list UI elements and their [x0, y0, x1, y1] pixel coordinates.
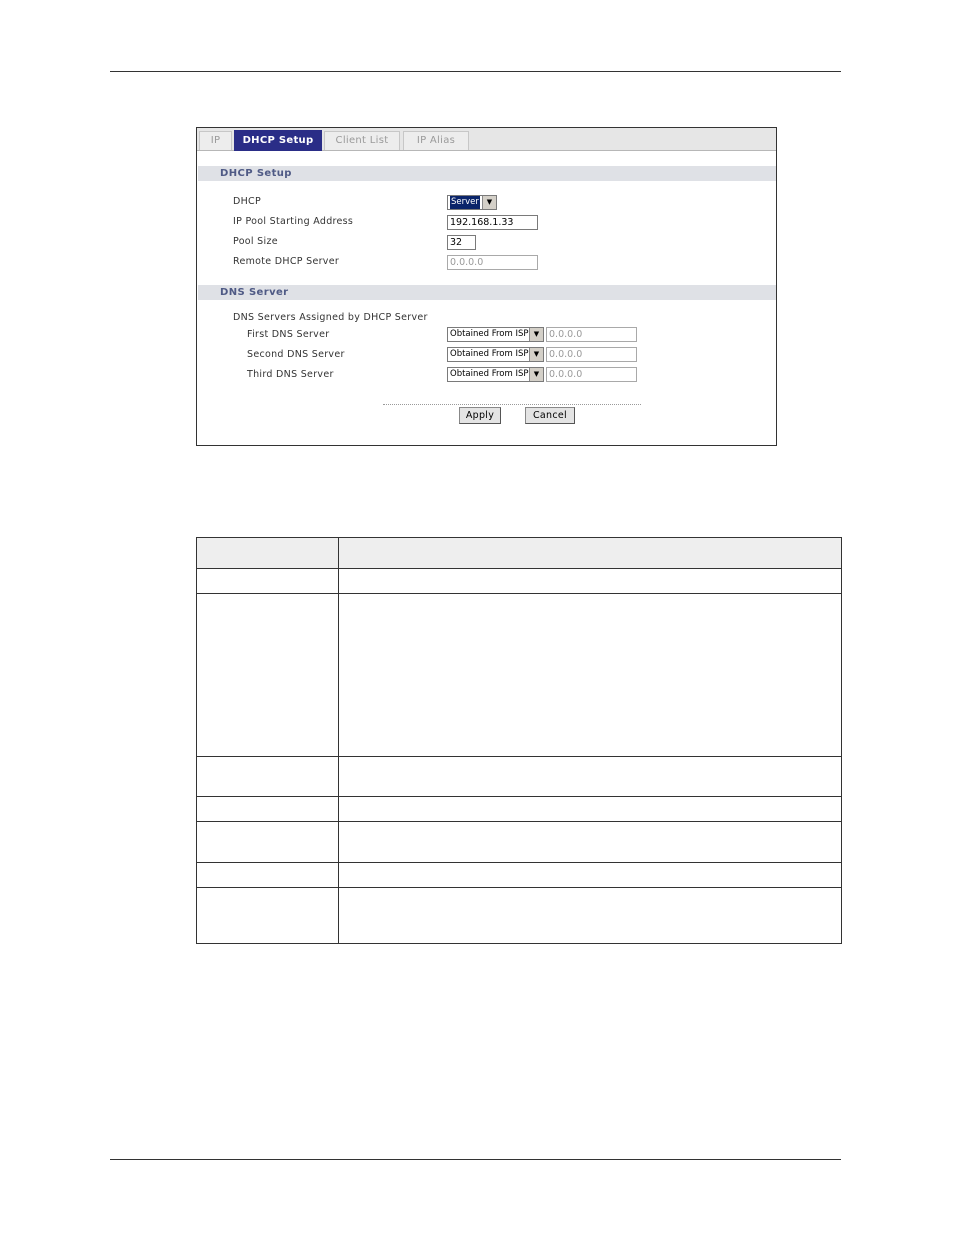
table-cell [197, 594, 339, 757]
button-divider [383, 404, 641, 405]
table-row [197, 757, 842, 797]
table-cell [339, 797, 842, 822]
table-cell [197, 797, 339, 822]
dns-assigned-label: DNS Servers Assigned by DHCP Server [233, 312, 428, 323]
table-row [197, 797, 842, 822]
third-dns-ip-input[interactable] [546, 367, 637, 382]
chevron-down-icon: ▼ [482, 196, 496, 209]
chevron-down-icon: ▼ [529, 348, 543, 361]
tab-bar [197, 128, 776, 151]
table-row [197, 822, 842, 863]
table-cell [197, 569, 339, 594]
dhcp-label: DHCP [233, 196, 262, 207]
dns-server-section-title: DNS Server [198, 285, 776, 300]
first-dns-ip-input[interactable] [546, 327, 637, 342]
pool-size-input[interactable] [447, 235, 476, 250]
chevron-down-icon: ▼ [529, 328, 543, 341]
third-dns-mode-select[interactable] [447, 367, 544, 382]
ip-pool-start-input[interactable] [447, 215, 538, 230]
second-dns-ip-input[interactable] [546, 347, 637, 362]
dhcp-mode-value: Server [451, 197, 479, 207]
third-dns-mode-value: Obtained From ISP [450, 369, 529, 379]
table-row [197, 863, 842, 888]
first-dns-label: First DNS Server [247, 329, 330, 340]
table-cell [197, 757, 339, 797]
header-rule [110, 71, 841, 72]
third-dns-label: Third DNS Server [247, 369, 334, 380]
tab-dhcp-setup[interactable]: DHCP Setup [234, 130, 322, 151]
first-dns-mode-value: Obtained From ISP [450, 329, 529, 339]
table-cell [339, 863, 842, 888]
remote-dhcp-server-input[interactable] [447, 255, 538, 270]
chevron-down-icon: ▼ [529, 368, 543, 381]
dhcp-mode-select[interactable] [447, 195, 497, 210]
table-header-cell [197, 538, 339, 569]
table-cell [197, 888, 339, 944]
second-dns-mode-select[interactable] [447, 347, 544, 362]
table-row [197, 594, 842, 757]
table-cell [339, 757, 842, 797]
apply-button[interactable]: Apply [459, 407, 501, 424]
table-row [197, 569, 842, 594]
table-cell [339, 569, 842, 594]
table-cell [339, 822, 842, 863]
tab-ip-alias[interactable]: IP Alias [403, 131, 469, 150]
second-dns-label: Second DNS Server [247, 349, 345, 360]
description-table [196, 537, 842, 944]
first-dns-mode-select[interactable] [447, 327, 544, 342]
table-cell [339, 594, 842, 757]
table-header-row [197, 538, 842, 569]
footer-rule [110, 1159, 841, 1160]
tab-ip[interactable]: IP [199, 131, 232, 150]
dhcp-setup-screenshot [196, 127, 777, 446]
remote-dhcp-label: Remote DHCP Server [233, 256, 340, 267]
pool-size-label: Pool Size [233, 236, 278, 247]
second-dns-mode-value: Obtained From ISP [450, 349, 529, 359]
table-cell [339, 888, 842, 944]
tab-client-list[interactable]: Client List [324, 131, 400, 150]
table-row [197, 888, 842, 944]
ip-pool-label: IP Pool Starting Address [233, 216, 354, 227]
dhcp-setup-section-title: DHCP Setup [198, 166, 776, 181]
table-cell [197, 822, 339, 863]
table-header-cell [339, 538, 842, 569]
cancel-button[interactable]: Cancel [525, 407, 575, 424]
table-cell [197, 863, 339, 888]
